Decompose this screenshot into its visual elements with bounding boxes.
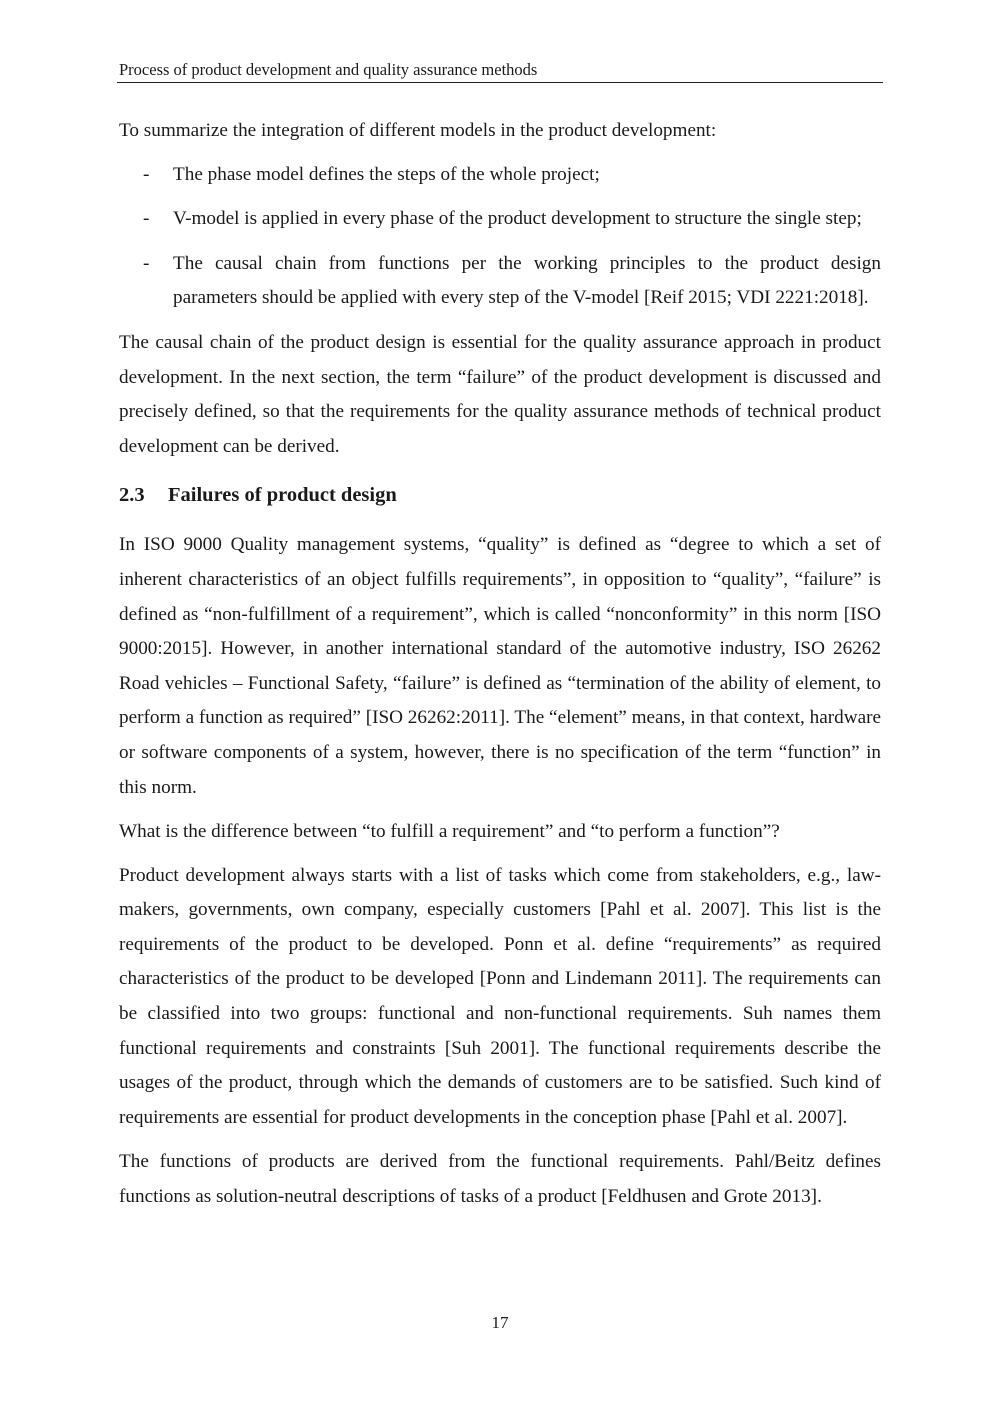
section-title: Failures of product design (168, 484, 397, 507)
intro-paragraph: To summarize the integration of different models in the product development: (119, 120, 717, 141)
bullet-item (119, 158, 881, 193)
bullet-text: V-model is applied in every phase of the product development to structure the single step; (173, 208, 862, 230)
requirements-paragraph: Product development always starts with a list of tasks which come from stakeholders, e.g., law-makers, governments, own company, especially customers [Pahl et al. 2007]. This list is the requirements of the product to be developed. Ponn et al. define “requirements” as required characteristics of the product to be developed [Ponn and Lindemann 2011]. The requirements can be classified into two groups: functional and non-functional requirements. Suh names them functional requirements and constraints [Suh 2001]. The functional requirements describe the usages of the product, through which the demands of customers are to be satisfied. Such kind of requirements are essential for product developments in the conception phase [Pahl et al. 2007]. (119, 864, 881, 1128)
iso-definition-paragraph: In ISO 9000 Quality management systems, “quality” is defined as “degree to which a set of inherent characteristics of an object fulfills requirements”, in opposition to “quality”, “failure” is defined as “non-fulfillment of a requirement”, which is called “nonconformity” in this norm [ISO 9000:2015]. However, in another international standard of the automotive industry, ISO 26262 Road vehicles – Functional Safety, “failure” is defined as “termination of the ability of element, to perform a function as required” [ISO 26262:2011]. The “element” means, in that context, hardware or software components of a system, however, there is no specification of the term “function” in this norm. (119, 534, 881, 798)
bullet-dash: - (143, 208, 150, 230)
question-paragraph: What is the difference between “to fulfill a requirement” and “to perform a function”? (119, 820, 780, 842)
body-content (119, 114, 881, 1224)
bullet-list (119, 158, 881, 316)
section-heading (119, 482, 881, 508)
bullet-dash: - (143, 252, 150, 274)
bullet-item (119, 202, 881, 237)
bullet-dash: - (143, 163, 150, 185)
bullet-text: The phase model defines the steps of the whole project; (173, 163, 600, 185)
page-number: 17 (491, 1313, 509, 1332)
bullet-item (119, 247, 881, 316)
section-number: 2.3 (119, 484, 145, 507)
causal-chain-paragraph: The causal chain of the product design is essential for the quality assurance approach in product development. In the next section, the term “failure” of the product development is discussed and precisely defined, so that the requirements for the quality assurance methods of technical product development can be derived. (119, 331, 881, 457)
bullet-text: The causal chain from functions per the working principles to the product design parameters should be applied with every step of the V-model [Reif 2015; VDI 2221:2018]. (173, 252, 881, 309)
running-header: Process of product development and quality assurance methods (119, 60, 538, 79)
functions-paragraph: The functions of products are derived from the functional requirements. Pahl/Beitz defines functions as solution-neutral descriptions of tasks of a product [Feldhusen and Grote 2013]. (119, 1150, 881, 1207)
header-rule (117, 82, 883, 83)
